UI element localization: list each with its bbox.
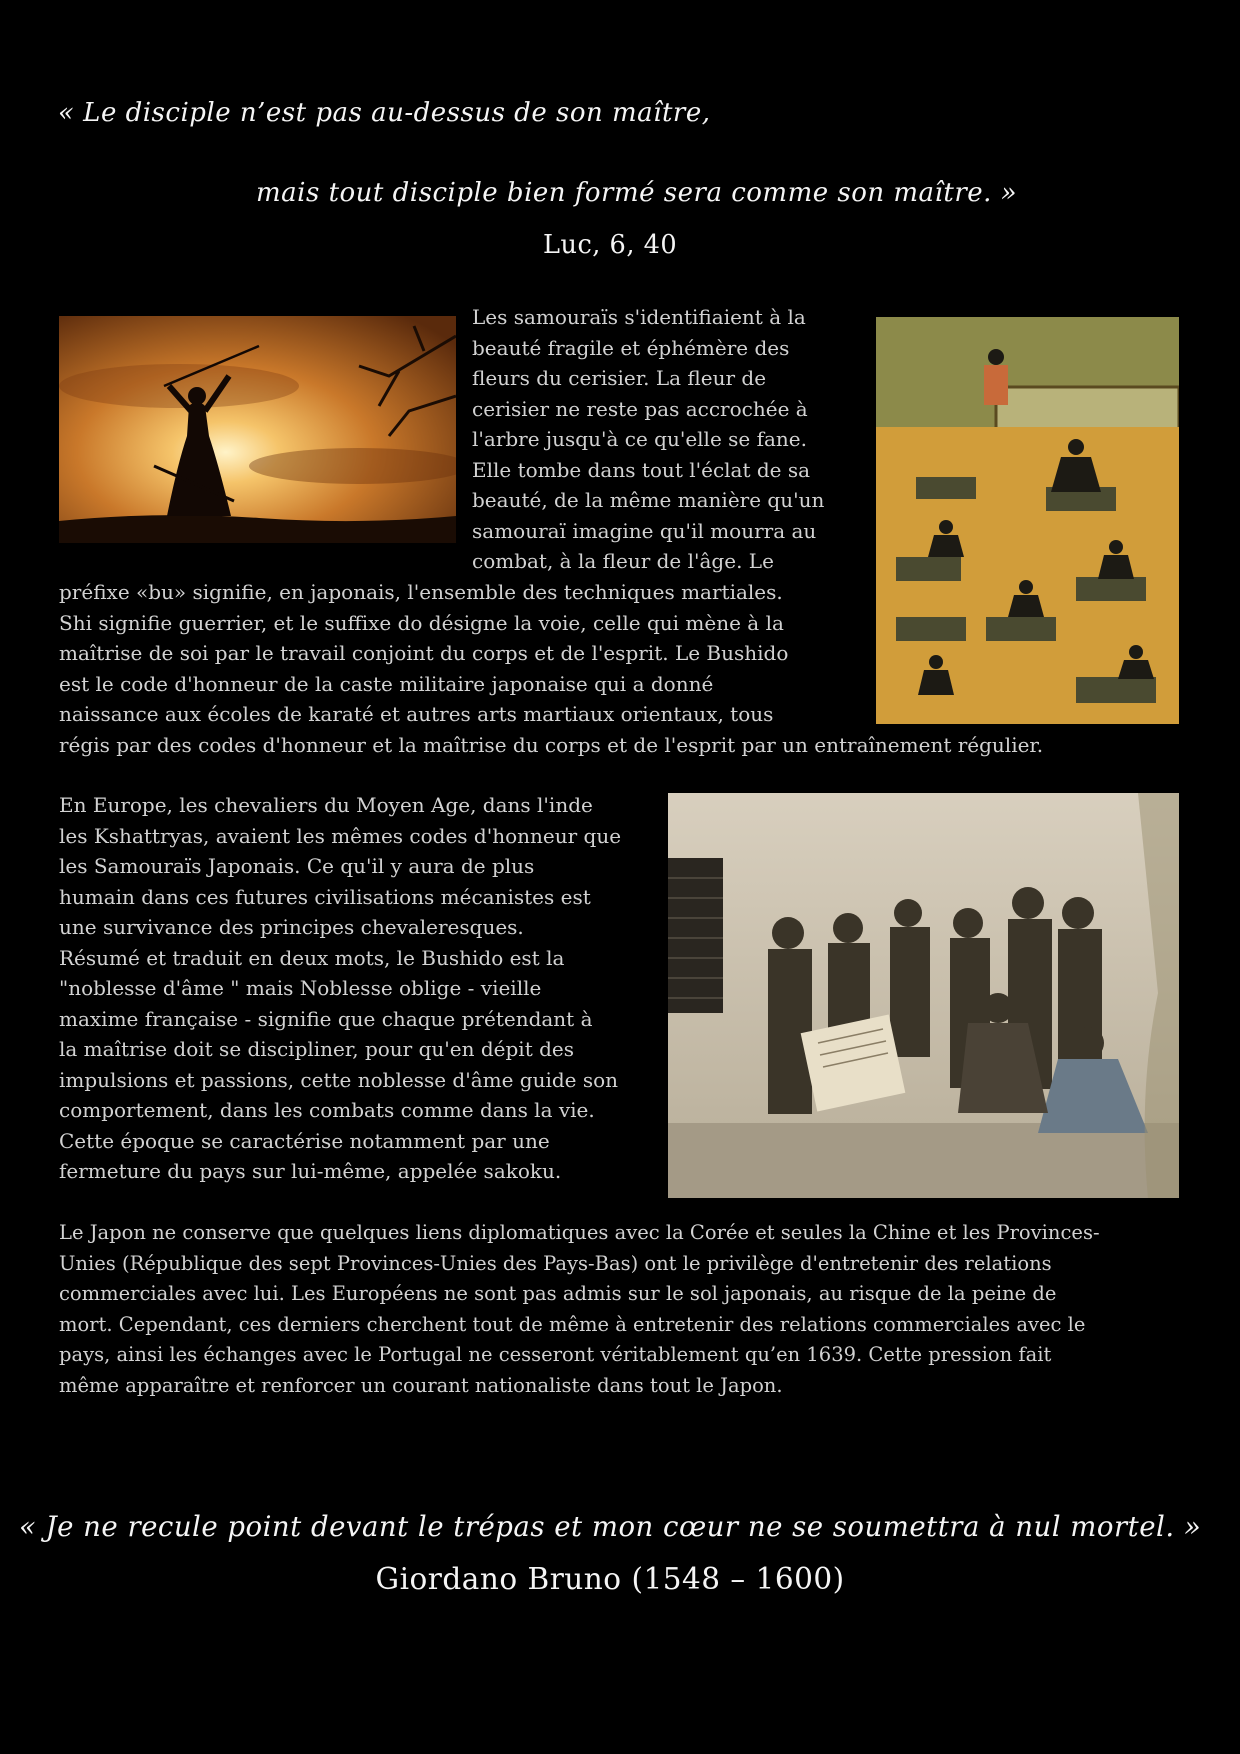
- paragraph-line: fleurs du cerisier. La fleur de: [472, 366, 767, 390]
- paragraph-line: même apparaître et renforcer un courant nationaliste dans tout le Japon.: [59, 1373, 783, 1397]
- paragraph-line: mort. Cependant, ces derniers cherchent tout de même à entretenir des relations commerciales avec le: [59, 1312, 1086, 1336]
- top-quote-line-2: mais tout disciple bien formé sera comme son maître. »: [256, 178, 1018, 208]
- paragraph-line: "noblesse d'âme " mais Noblesse oblige - vieille: [59, 976, 542, 1000]
- paragraph-line: samouraï imagine qu'il mourra au: [472, 518, 817, 543]
- paragraph-line: Unies (République des sept Provinces-Unies des Pays-Bas) ont le privilège d'entretenir des relations: [59, 1251, 1052, 1275]
- paragraph-line: pays, ainsi les échanges avec le Portugal ne cesseront véritablement qu’en 1639. Cette pression fait: [59, 1343, 1052, 1366]
- paragraph-line: la maîtrise doit se discipliner, pour qu'en dépit des: [59, 1037, 574, 1061]
- paragraph-line: Le Japon ne conserve que quelques liens diplomatiques avec la Corée et seules la Chine et les Provinces-: [59, 1221, 1100, 1244]
- samurai-group-photo: [668, 793, 1179, 1198]
- paragraph-2: [59, 790, 621, 1187]
- paragraph-line: l'arbre jusqu'à ce qu'elle se fane.: [472, 427, 807, 451]
- paragraph-line: Shi signifie guerrier, et le suffixe do désigne la voie, celle qui mène à la: [59, 610, 784, 635]
- paragraph-line: Cette époque se caractérise notamment par une: [59, 1128, 550, 1153]
- bottom-quote-text: « Je ne recule point devant le trépas et mon cœur ne se soumettra à nul mortel. »: [18, 1510, 1202, 1543]
- paragraph-line: beauté, de la même manière qu'un: [472, 488, 825, 512]
- paragraph-3: [59, 1218, 1100, 1401]
- paragraph-line: humain dans ces futures civilisations mécanistes est: [59, 884, 591, 909]
- paragraph-line: Elle tombe dans tout l'éclat de sa: [472, 457, 811, 482]
- paragraph-1-wrapped: [472, 302, 824, 577]
- paragraph-1-full: [59, 577, 1043, 760]
- paragraph-line: est le code d'honneur de la caste militaire japonaise qui a donné: [59, 671, 714, 696]
- paragraph-line: maîtrise de soi par le travail conjoint du corps et de l'esprit. Le Bushido: [59, 641, 789, 665]
- paragraph-line: combat, à la fleur de l'âge. Le: [472, 549, 774, 573]
- paragraph-line: cerisier ne reste pas accrochée à: [472, 396, 808, 421]
- paragraph-line: En Europe, les chevaliers du Moyen Age, dans l'inde: [59, 793, 593, 817]
- paragraph-line: comportement, dans les combats comme dans la vie.: [59, 1098, 595, 1122]
- paragraph-line: naissance aux écoles de karaté et autres arts martiaux orientaux, tous: [59, 702, 774, 726]
- paragraph-line: maxime française - signifie que chaque prétendant à: [59, 1006, 593, 1031]
- samurai-silhouette-image: [59, 316, 456, 543]
- paragraph-line: régis par des codes d'honneur et la maîtrise du corps et de l'esprit par un entraînement régulier.: [59, 732, 1044, 757]
- paragraph-line: Résumé et traduit en deux mots, le Bushido est la: [59, 945, 565, 970]
- paragraph-line: impulsions et passions, cette noblesse d'âme guide son: [59, 1067, 619, 1092]
- paragraph-line: beauté fragile et éphémère des: [472, 335, 790, 360]
- paragraph-line: préfixe «bu» signifie, en japonais, l'ensemble des techniques martiales.: [59, 580, 783, 604]
- paragraph-line: les Samouraïs Japonais. Ce qu'il y aura de plus: [59, 854, 535, 878]
- paragraph-line: fermeture du pays sur lui-même, appelée sakoku.: [59, 1159, 562, 1183]
- paragraph-line: une survivance des principes chevaleresques.: [59, 915, 524, 939]
- top-quote-line-1: « Le disciple n’est pas au-dessus de son maître,: [58, 98, 711, 128]
- paragraph-line: commerciales avec lui. Les Européens ne sont pas admis sur le sol japonais, au risque de la peine de: [59, 1282, 1057, 1305]
- top-quote-reference: Luc, 6, 40: [543, 230, 678, 260]
- paragraph-line: Les samouraïs s'identifiaient à la: [472, 305, 806, 329]
- bottom-quote-author: Giordano Bruno (1548 – 1600): [375, 1562, 845, 1597]
- paragraph-line: les Kshattryas, avaient les mêmes codes d'honneur que: [59, 823, 622, 848]
